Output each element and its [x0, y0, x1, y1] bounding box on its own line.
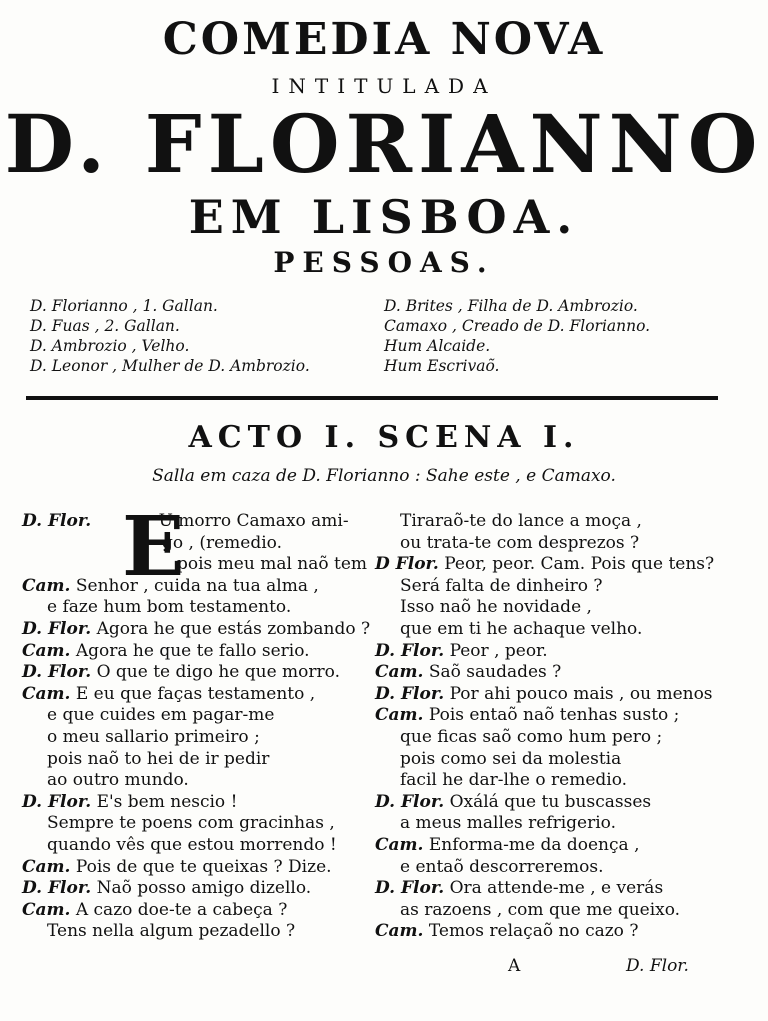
dialogue-line — [22, 835, 377, 857]
persons-list-right — [384, 296, 650, 376]
person-entry: D. Leonor , Mulher de D. Ambrozio. — [30, 357, 310, 375]
persons-list-left — [30, 296, 310, 376]
dialogue-line — [375, 749, 745, 771]
speaker-name: D. Flor. — [22, 662, 92, 683]
scene-direction: Salla em caza de D. Florianno : Sahe este , e Camaxo. — [152, 466, 616, 486]
line-text: O que te digo he que morro. — [96, 662, 340, 683]
line-text: a meus malles refrigerio. — [400, 813, 617, 834]
divider-rule — [26, 396, 718, 400]
dialogue-line — [375, 684, 745, 706]
speaker-name: D. Flor. — [22, 618, 92, 639]
line-text: Tens nella algum pezadello ? — [47, 921, 296, 942]
line-text: A cazo doe-te a cabeça ? — [75, 899, 288, 920]
line-text: Pois de que te queixas ? Dize. — [75, 856, 332, 877]
dialogue-line — [22, 576, 377, 598]
person-entry: Hum Escrivaõ. — [384, 357, 500, 375]
speaker-name: D. Flor. — [22, 511, 92, 531]
speaker-name: D. Flor. — [22, 791, 92, 812]
dialogue-line — [22, 813, 377, 835]
line-text: Isso naõ he novidade , — [400, 597, 592, 618]
line-text: Será falta de dinheiro ? — [400, 575, 603, 596]
act-heading: ACTO I. SCENA I. — [188, 420, 580, 455]
dialogue-line — [375, 770, 745, 792]
dialogue-line — [375, 878, 745, 900]
line-text: E's bem nescio ! — [96, 791, 238, 812]
speaker-name: D. Flor. — [375, 683, 445, 704]
dialogue-line — [375, 857, 745, 879]
dialogue-line — [375, 921, 745, 943]
line-text: facil he dar-lhe o remedio. — [400, 770, 628, 791]
dialogue-lines — [22, 576, 377, 943]
dialogue-line — [375, 792, 745, 814]
speaker-name: D. Flor. — [375, 640, 445, 661]
speaker-name: Cam. — [22, 575, 71, 596]
dialogue-line — [375, 705, 745, 727]
line-text: que em ti he achaque velho. — [400, 618, 643, 639]
line-text: Temos relaçaõ no cazo ? — [428, 921, 639, 942]
line-text: as razoens , com que me queixo. — [400, 899, 681, 920]
person-entry: D. Ambrozio , Velho. — [30, 337, 190, 355]
dialogue-line — [22, 727, 377, 749]
line-text: U morro Camaxo ami- — [158, 511, 349, 531]
person-entry: D. Fuas , 2. Gallan. — [30, 317, 180, 335]
speaker-name: Cam. — [22, 899, 71, 920]
title-line-2: INTITULADA — [271, 74, 497, 98]
dialogue-line — [22, 770, 377, 792]
drop-cap: E — [122, 499, 185, 595]
dialogue-line — [22, 619, 377, 641]
dialogue-column-right — [375, 511, 745, 943]
dialogue-column-left — [22, 499, 377, 943]
line-text: e faze hum bom testamento. — [47, 597, 292, 618]
line-text: Peor , peor. — [449, 640, 548, 661]
dialogue-line — [22, 900, 377, 922]
line-text: Naõ posso amigo dizello. — [96, 878, 312, 899]
dialogue-line — [22, 749, 377, 771]
person-entry: D. Florianno , 1. Gallan. — [30, 297, 218, 315]
line-text: Sempre te poens com gracinhas , — [47, 813, 335, 834]
dialogue-line — [375, 554, 745, 576]
line-text: ou trata-te com desprezos ? — [400, 532, 640, 553]
speaker-name: Cam. — [375, 921, 424, 942]
speaker-name: D. Flor. — [22, 878, 92, 899]
line-text: e que cuides em pagar-me — [47, 705, 275, 726]
line-text: o meu sallario primeiro ; — [47, 726, 260, 747]
line-text: Enforma-me da doença , — [428, 834, 640, 855]
title-line-1: COMEDIA NOVA — [162, 14, 606, 65]
line-text: e entaõ descorreremos. — [400, 856, 604, 877]
dialogue-line — [375, 641, 745, 663]
dialogue-line — [22, 792, 377, 814]
dialogue-line — [375, 511, 745, 533]
line-text: Saõ saudades ? — [428, 662, 562, 683]
dialogue-line — [375, 662, 745, 684]
line-text: Agora he que estás zombando ? — [96, 618, 371, 639]
person-entry: Camaxo , Creado de D. Florianno. — [384, 317, 651, 335]
line-text: Senhor , cuida na tua alma , — [75, 575, 319, 596]
dialogue-lines — [375, 511, 745, 943]
line-text: Por ahi pouco mais , ou menos — [449, 683, 713, 704]
speaker-name: Cam. — [375, 705, 424, 726]
dialogue-line — [375, 900, 745, 922]
dialogue-line — [375, 835, 745, 857]
speaker-name: Cam. — [22, 683, 71, 704]
dialogue-line — [375, 727, 745, 749]
dialogue-line — [375, 576, 745, 598]
dialogue-line — [22, 921, 377, 943]
dialogue-line: pois meu mal naõ tem — [177, 554, 368, 575]
line-text: Agora he que te fallo serio. — [75, 640, 310, 661]
dialogue-line: go , (remedio. — [162, 532, 282, 553]
line-text: pois como sei da molestia — [400, 748, 622, 769]
title-main: D. FLORIANNO — [4, 97, 764, 191]
line-text: Tiraraõ-te do lance a moça , — [400, 511, 642, 531]
dialogue-line — [22, 878, 377, 900]
title-line-4: EM LISBOA. — [188, 190, 580, 244]
dialogue-line — [22, 684, 377, 706]
speaker-name: Cam. — [375, 834, 424, 855]
dialogue-line — [375, 619, 745, 641]
dialogue-line — [22, 857, 377, 879]
speaker-name: D. Flor. — [375, 791, 445, 812]
line-text: Oxálá que tu buscasses — [449, 791, 652, 812]
persons-heading: PESSOAS. — [273, 246, 495, 279]
speaker-name: D. Flor. — [375, 878, 445, 899]
dialogue-line — [22, 641, 377, 663]
line-text: ao outro mundo. — [47, 770, 189, 791]
person-entry: Hum Alcaide. — [384, 337, 491, 355]
dialogue-line — [375, 813, 745, 835]
line-text: pois naõ to hei de ir pedir — [47, 748, 270, 769]
line-text: Peor, peor. Cam. Pois que tens? — [444, 554, 715, 575]
person-entry: D. Brites , Filha de D. Ambrozio. — [384, 297, 638, 315]
dialogue-line — [22, 511, 377, 533]
signature-mark: A — [508, 956, 521, 976]
speaker-name: Cam. — [375, 662, 424, 683]
line-text: Ora attende-me , e verás — [449, 878, 664, 899]
speaker-name: D Flor. — [375, 554, 439, 575]
dialogue-line — [22, 662, 377, 684]
speaker-name: Cam. — [22, 640, 71, 661]
line-text: E eu que faças testamento , — [75, 683, 316, 704]
line-text: que ficas saõ como hum pero ; — [400, 726, 663, 747]
catchword: D. Flor. — [626, 956, 689, 976]
speaker-name: Cam. — [22, 856, 71, 877]
dialogue-line — [22, 705, 377, 727]
line-text: quando vês que estou morrendo ! — [47, 834, 337, 855]
dialogue-line — [375, 597, 745, 619]
dialogue-line — [375, 533, 745, 555]
line-text: Pois entaõ naõ tenhas susto ; — [428, 705, 680, 726]
dialogue-line — [22, 597, 377, 619]
